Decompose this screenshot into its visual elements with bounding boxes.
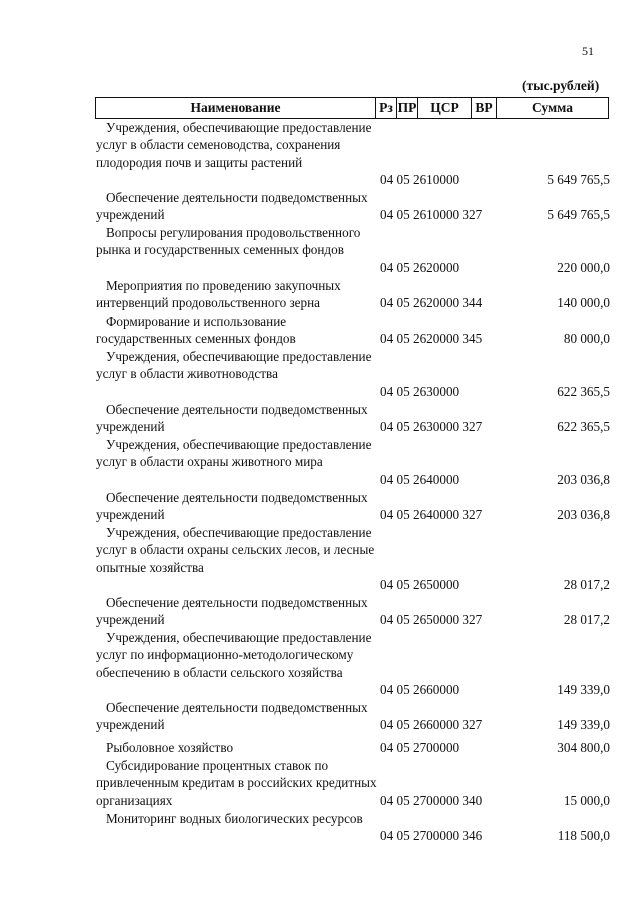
header-sum: Сумма	[531, 100, 574, 115]
row-amount: 149 339,0	[557, 717, 610, 732]
row-codes: 04 05 2610000	[380, 172, 460, 187]
row-amount: 28 017,2	[563, 577, 610, 592]
row-amount: 622 365,5	[557, 384, 610, 399]
row-amount: 220 000,0	[557, 260, 610, 275]
row-codes: 04 05 2650000	[380, 577, 460, 592]
header-csr: ЦСР	[418, 98, 472, 118]
header-pr: ПР	[397, 98, 418, 118]
table-header	[95, 97, 609, 119]
row-amount: 5 649 765,5	[547, 172, 610, 187]
row-codes: 04 05 2660000	[380, 682, 460, 697]
row-amount: 304 800,0	[557, 740, 610, 755]
row-name: Учреждения, обеспечивающие предоставление услуг в области охраны животного мира	[96, 437, 372, 470]
row-codes: 04 05 2640000 327	[380, 507, 483, 522]
row-codes: 04 05 2610000 327	[380, 207, 483, 222]
row-codes: 04 05 2700000	[380, 740, 460, 755]
header-vr: ВР	[472, 98, 497, 118]
row-name: Учреждения, обеспечивающие предоставление услуг по информационно-методологическому обеспечению в области сельского хозяйства	[96, 630, 372, 680]
header-name: Наименование	[96, 98, 376, 118]
row-codes: 04 05 2620000 345	[380, 331, 483, 346]
row-name: Обеспечение деятельности подведомственных учреждений	[96, 190, 368, 223]
row-name: Мониторинг водных биологических ресурсов	[106, 811, 363, 826]
row-codes: 04 05 2700000 346	[380, 828, 483, 843]
header-rz: Рз	[376, 98, 397, 118]
page-number: 51	[582, 44, 594, 58]
row-amount: 28 017,2	[563, 612, 610, 627]
row-amount: 203 036,8	[557, 472, 610, 487]
row-name: Обеспечение деятельности подведомственных учреждений	[96, 595, 368, 628]
row-codes: 04 05 2620000	[380, 260, 460, 275]
row-name: Учреждения, обеспечивающие предоставление услуг в области животноводства	[96, 349, 372, 382]
row-name: Мероприятия по проведению закупочных интервенций продовольственного зерна	[96, 278, 341, 311]
row-amount: 140 000,0	[557, 295, 610, 310]
units-label: (тыс.рублей)	[522, 78, 600, 93]
row-amount: 203 036,8	[557, 507, 610, 522]
row-codes: 04 05 2630000 327	[380, 419, 483, 434]
row-name: Учреждения, обеспечивающие предоставление услуг в области семеноводства, сохранения плодородия почв и защиты растений	[96, 120, 372, 170]
row-codes: 04 05 2700000 340	[380, 793, 483, 808]
row-amount: 149 339,0	[557, 682, 610, 697]
row-codes: 04 05 2630000	[380, 384, 460, 399]
row-codes: 04 05 2640000	[380, 472, 460, 487]
row-name: Обеспечение деятельности подведомственных учреждений	[96, 490, 368, 523]
row-amount: 118 500,0	[557, 828, 610, 843]
row-name: Учреждения, обеспечивающие предоставление услуг в области охраны сельских лесов, и лесные опытные хозяйства	[96, 525, 375, 575]
row-name: Формирование и использование государственных семенных фондов	[96, 314, 296, 347]
row-amount: 5 649 765,5	[547, 207, 610, 222]
row-amount: 15 000,0	[563, 793, 610, 808]
row-codes: 04 05 2650000 327	[380, 612, 483, 627]
row-name: Рыболовное хозяйство	[106, 740, 234, 755]
row-codes: 04 05 2620000 344	[380, 295, 483, 310]
row-name: Обеспечение деятельности подведомственных учреждений	[96, 700, 368, 733]
row-codes: 04 05 2660000 327	[380, 717, 483, 732]
row-name: Субсидирование процентных ставок по привлеченным кредитам в российских кредитных организациях	[96, 758, 377, 808]
row-name: Вопросы регулирования продовольственного рынка и государственных семенных фондов	[96, 225, 361, 258]
row-amount: 80 000,0	[563, 331, 610, 346]
row-name: Обеспечение деятельности подведомственных учреждений	[96, 402, 368, 435]
row-amount: 622 365,5	[557, 419, 610, 434]
